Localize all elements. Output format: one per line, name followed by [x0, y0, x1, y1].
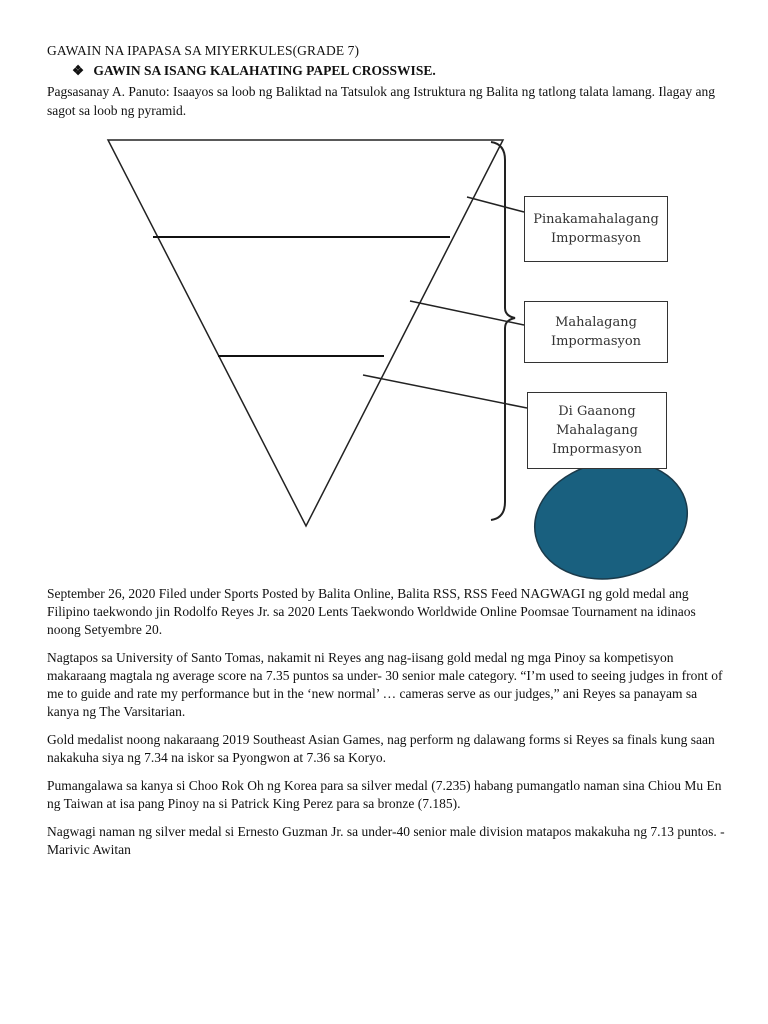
bullet-text: GAWIN SA ISANG KALAHATING PAPEL CROSSWISE.: [93, 63, 436, 78]
diamond-bullet-icon: ❖: [72, 63, 85, 78]
label-less-important-text: Di Gaanong Mahalagang Impormasyon: [551, 404, 643, 457]
article-paragraph: September 26, 2020 Filed under Sports Posted by Balita Online, Balita RSS, RSS Feed NAGWAGI ng gold medal ang Filipino taekwondo jin Rodolfo Reyes Jr. sa 2020 Lents Taekwondo Worldwide Online Poomsae Tournament na idinaos noong Setyembre 20.: [47, 586, 696, 637]
pointer-line-top: [467, 197, 524, 212]
pointer-line-bottom: [363, 375, 527, 408]
page-title: GAWAIN NA IPAPASA SA MIYERKULES(GRADE 7): [47, 43, 360, 58]
label-important-text: Mahalagang Impormasyon: [550, 315, 642, 349]
label-most-important: [524, 196, 668, 262]
article-paragraph: Nagtapos sa University of Santo Tomas, nakamit ni Reyes ang nag-iisang gold medal ng mga Pinoy sa kompetisyon makaraang magtala ng average score na 7.35 puntos sa under- 30 senior male category. “I’m used to seeing judges in front of me to guide and rate my performance but in the ‘new normal’ … cameras serve as our judges,” ani Reyes sa panayam sa kanya ng The Varsitarian.: [47, 650, 723, 719]
inverted-triangle: [108, 140, 503, 526]
article-paragraph: Pumangalawa sa kanya si Choo Rok Oh ng Korea para sa silver medal (7.235) habang pumangatlo naman sina Chiou Mu En ng Taiwan at isa pang Pinoy na si Patrick King Perez para sa bronze (7.185).: [47, 778, 722, 811]
instructions-text: Pagsasanay A. Panuto: Isaayos sa loob ng Baliktad na Tatsulok ang Istruktura ng Balita ng tatlong talata lamang. Ilagay ang sagot sa loob ng pyramid.: [47, 84, 716, 118]
label-most-important-text: Pinakamahalagang Impormasyon: [533, 212, 659, 246]
article-paragraph: Nagwagi naman ng silver medal si Ernesto Guzman Jr. sa under-40 senior male division matapos makakuha ng 7.13 puntos. -Marivic Awitan: [47, 824, 725, 857]
news-article: [47, 585, 727, 869]
label-important: [524, 301, 668, 363]
article-paragraph: Gold medalist noong nakaraang 2019 Southeast Asian Games, nag perform ng dalawang forms si Reyes sa finals kung saan nakakuha siya ng 7.34 na iskor sa Pyongwon at 7.36 sa Koryo.: [47, 732, 715, 765]
label-less-important: [527, 392, 667, 469]
curly-bracket: [491, 142, 515, 520]
instruction-bullet: [72, 63, 436, 79]
